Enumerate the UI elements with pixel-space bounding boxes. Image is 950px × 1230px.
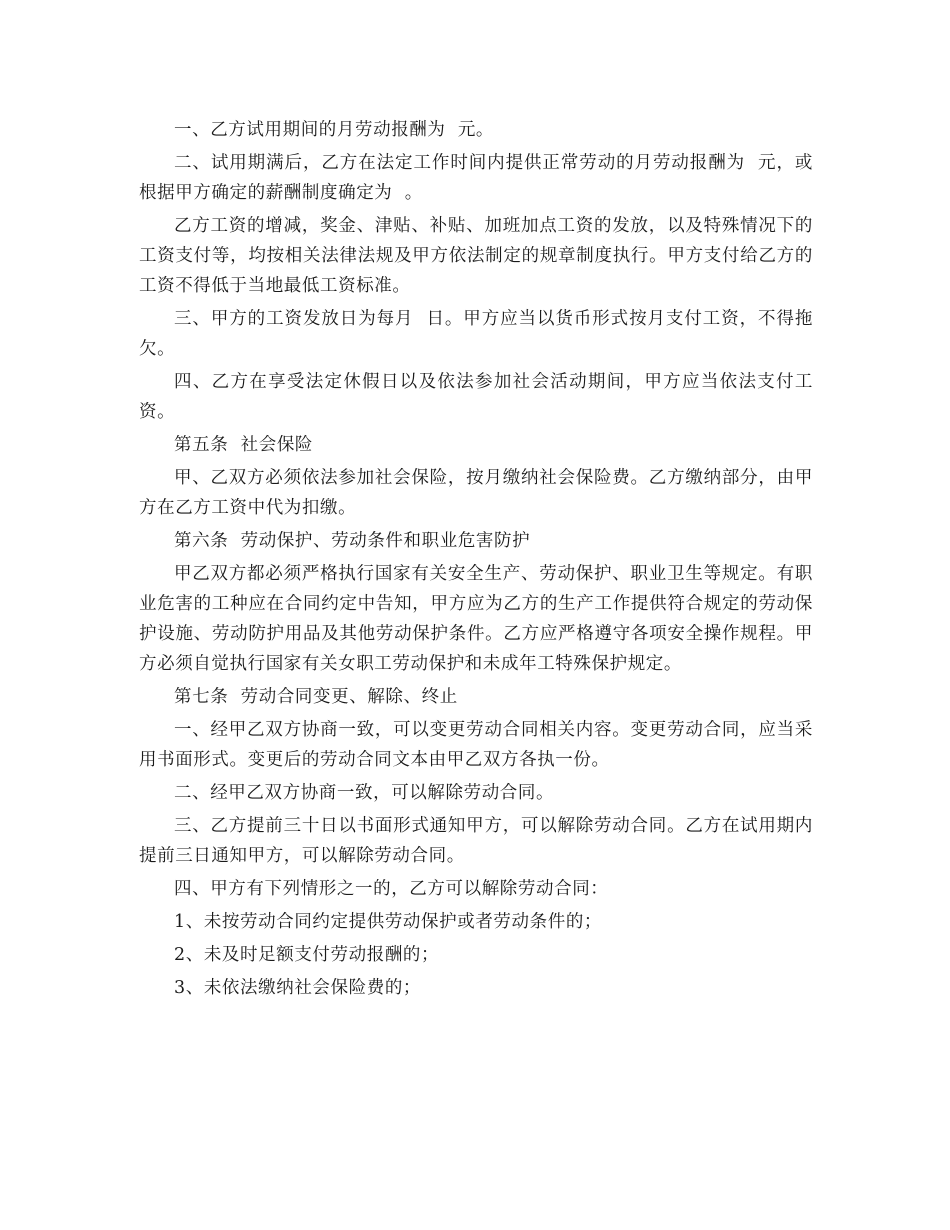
paragraph-contract-change: 一、经甲乙双方协商一致，可以变更劳动合同相关内容。变更劳动合同，应当采用书面形式。变更后的劳动合同文本由甲乙双方各执一份。 <box>139 720 813 770</box>
section-heading-article-5: 第五条 社会保险 <box>174 435 314 455</box>
list-item-condition-3: 3、未依法缴纳社会保险费的； <box>174 978 422 998</box>
section-heading-article-6: 第六条 劳动保护、劳动条件和职业危害防护 <box>174 531 531 551</box>
paragraph-labor-protection: 甲乙双方都必须严格执行国家有关安全生产、劳动保护、职业卫生等规定。有职业危害的工种应在合同约定中告知，甲方应为乙方的生产工作提供符合规定的劳动保护设施、劳动防护用品及其他劳动保护条件。乙方应严格遵守各项安全操作规程。甲方必须自觉执行国家有关女职工劳动保护和未成年工特殊保护规定。 <box>139 564 813 674</box>
document-body <box>139 115 813 1006</box>
paragraph-termination-conditions: 四、甲方有下列情形之一的，乙方可以解除劳动合同： <box>174 879 609 899</box>
paragraph-probation-pay: 一、乙方试用期间的月劳动报酬为 元。 <box>174 120 495 140</box>
paragraph-payday: 三、甲方的工资发放日为每月 日。甲方应当以货币形式按月支付工资，不得拖欠。 <box>139 309 813 359</box>
paragraph-mutual-termination: 二、经甲乙双方协商一致，可以解除劳动合同。 <box>174 783 555 803</box>
paragraph-notice-termination: 三、乙方提前三十日以书面形式通知甲方，可以解除劳动合同。乙方在试用期内提前三日通知甲方，可以解除劳动合同。 <box>139 816 813 866</box>
paragraph-post-probation-pay: 二、试用期满后，乙方在法定工作时间内提供正常劳动的月劳动报酬为 元，或根据甲方确定的薪酬制度确定为 。 <box>139 153 813 203</box>
list-item-condition-1: 1、未按劳动合同约定提供劳动保护或者劳动条件的； <box>174 912 603 932</box>
paragraph-holiday-pay: 四、乙方在享受法定休假日以及依法参加社会活动期间，甲方应当依法支付工资。 <box>139 372 813 422</box>
paragraph-social-insurance: 甲、乙双方必须依法参加社会保险，按月缴纳社会保险费。乙方缴纳部分，由甲方在乙方工资中代为扣缴。 <box>139 468 813 518</box>
list-item-condition-2: 2、未及时足额支付劳动报酬的； <box>174 945 440 965</box>
section-heading-article-7: 第七条 劳动合同变更、解除、终止 <box>174 687 458 707</box>
paragraph-wage-adjustments: 乙方工资的增减，奖金、津贴、补贴、加班加点工资的发放，以及特殊情况下的工资支付等，均按相关法律法规及甲方依法制定的规章制度执行。甲方支付给乙方的工资不得低于当地最低工资标准。 <box>139 216 813 296</box>
